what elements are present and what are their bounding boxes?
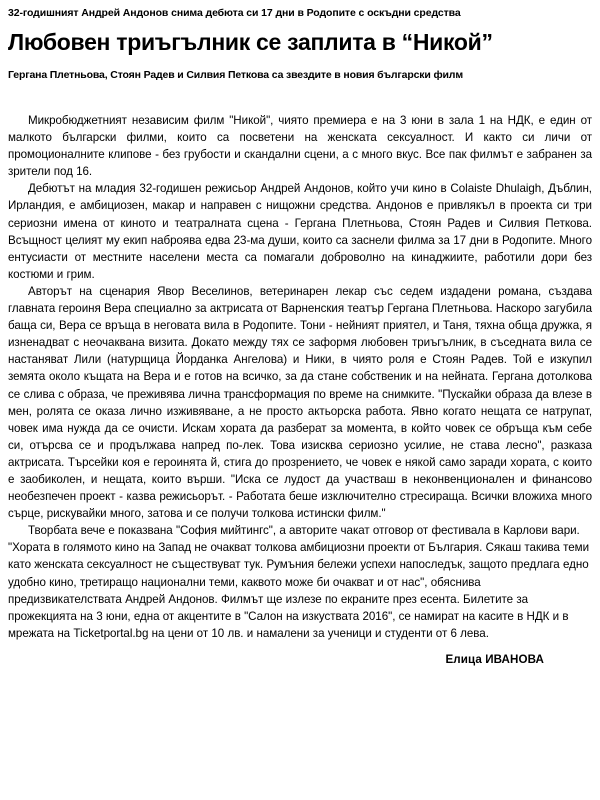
article-subhead: Гергана Плетньова, Стоян Радев и Силвия Петкова са звездите в новия български филм	[8, 69, 463, 81]
article-paragraph: Микробюджетният независим филм "Никой", чиято премиера е на 3 юни в зала 1 на НДК, е един от малкото български филми, които са посветени на женската сексуалност. И както си личи от промоционалните клипове - без грубости и скандални сцени, а с много вкус. Все пак филмът е забранен за зрители под 16.	[8, 114, 592, 179]
article-byline-signature: Елица ИВАНОВА	[445, 652, 544, 666]
article-paragraph: Авторът на сценария Явор Веселинов, ветеринарен лекар със седем издадени романа, създава главната героиня Вера специално за актрисата от Варненския театър Гергана Плетньова. Наскоро загубила баща си, Вера се връща в неговата вила в Родопите. Тони - нейният приятел, и Таня, тяхна обща дружка, я изненадват с неочаквана визита. Докато между тях се заформя любовен триъгълник, в съседната вила се настаняват Лили (натурщица Йорданка Ангелова) и Ники, в чиято роля е Стоян Радев. Той е изкупил земята около къщата на Вера и е готов на всичко, за да стане собственик и на нейната. Гергана дотолкова се слива с образа, че преживява лична трансформация по време на снимките. "Пускайки образа да влезе в мен, ролята се оказа лично изживяване, а не просто актьорска работа. Явно когато нещата се натрупат, човек има нужда да се очисти. Искам хората да разберат за момента, в който човек се обръща към себе си, отърсва се и продължава напред по-лек. Това изисква сериозно усилие, не става лесно", разказа актрисата. Търсейки коя е героинята й, стига до прозрението, че човек е някой само заради хората, с които е заобиколен, и нещата, които върши. "Иска се лудост да участваш в неконвенционален и финансово необезпечен проект - казва режисьорът. - Работата беше изключително стресираща. Всички вложиха много сърце, рискувайки много, затова и се получи толкова истински филм."	[8, 284, 592, 521]
article-paragraph: Творбата вече е показвана "София мийтингс", а авторите чакат отговор от фестивала в Карлови вари. "Хората в голямото кино на Запад не очакват толкова амбициозни проекти от България. Сякаш такива теми като женската сексуалност не съществуват тук. Румъния бележи успехи напоследък, защото предлага едно удобно кино, третиращо национални теми, каквото може би очакват и от нас", обяснива предизвикателствата Андрей Андонов. Филмът ще излезе по екраните през есента. Билетите за прожекцията на 3 юни, една от акцентите в "Салон на изкуствата 2016", се намират на касите в НДК и в мрежата на Ticketportal.bg на цени от 10 лв. и намалени за ученици и студенти от 6 лева.	[8, 524, 590, 640]
article-body	[8, 112, 592, 642]
article-kicker: 32-годишният Андрей Андонов снима дебюта си 17 дни в Родопите с оскъдни средства	[8, 7, 461, 19]
article-headline: Любовен триъгълник се заплита в “Никой”	[8, 29, 493, 55]
article-paragraph: Дебютът на младия 32-годишен режисьор Андрей Андонов, който учи кино в Colaiste Dhulaigh, Дъблин, Ирландия, е амбициозен, макар и направен с нищожни средства. Андонов е привлякъл в проекта си три сериозни имена от киното и театралната сцена - Гергана Плетньова, Стоян Радев и Силвия Петкова. Всъщност целият му екип наброява едва 23-ма души, които са заснели филма за 17 дни в Родопите. Много ентусиасти от местните населени места са помагали доброволно на кинаджиите, работили дори без костюми и грим.	[8, 182, 592, 281]
